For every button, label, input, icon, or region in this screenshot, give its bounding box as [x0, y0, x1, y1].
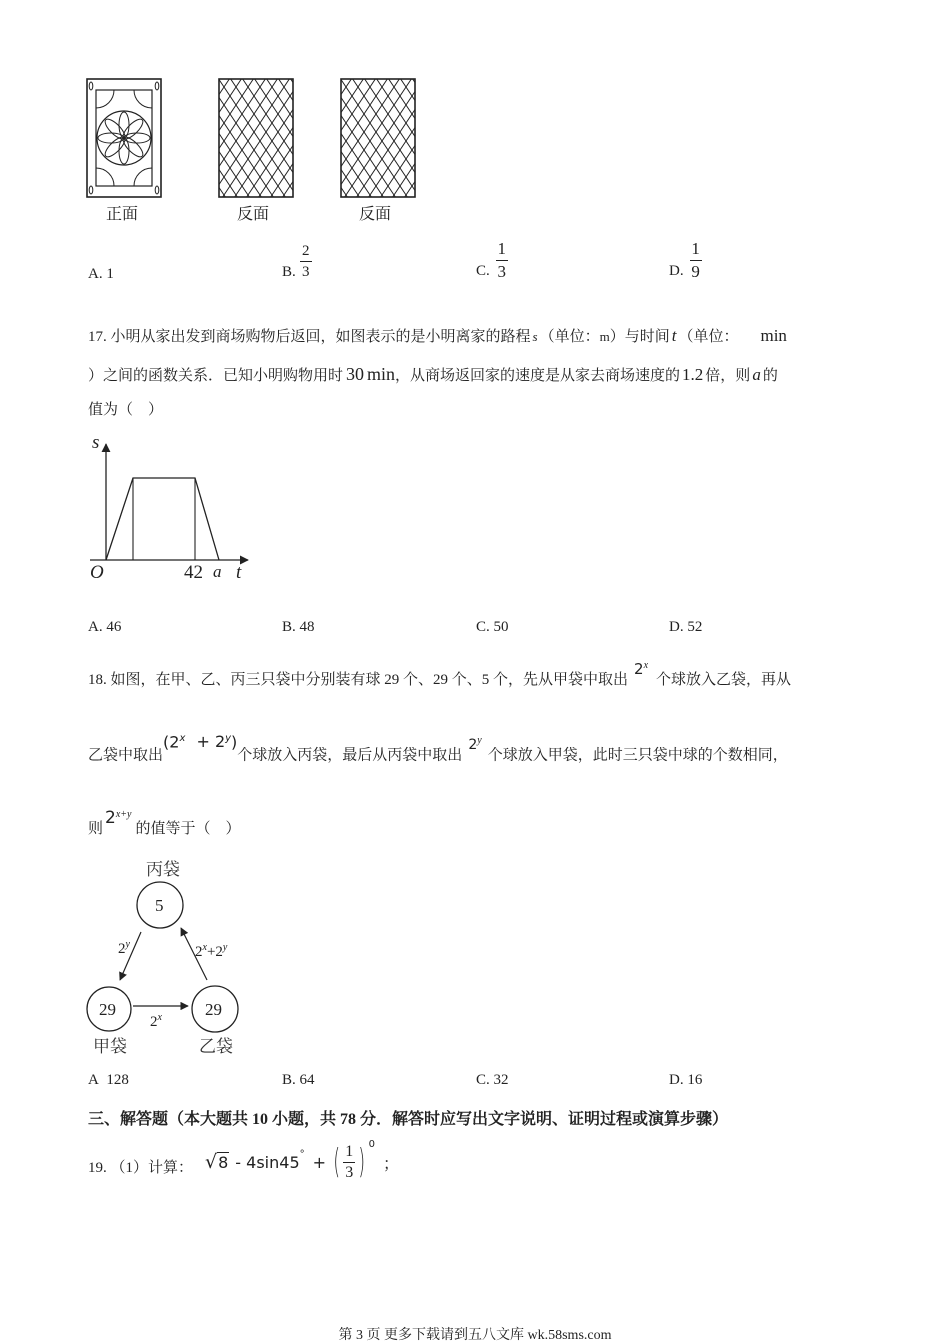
q18-text: 个球放入丙袋，最后从丙袋中取出: [237, 747, 463, 764]
option-value: 128: [106, 1072, 129, 1088]
power-zero: 0: [368, 1138, 375, 1150]
card-back-figure-2: [340, 78, 416, 198]
fraction-bar: [690, 260, 702, 261]
expr-exponent: y: [225, 733, 232, 744]
q18-text: 个球放入甲袋，此时三只袋中球的个数相同，: [487, 747, 788, 764]
expr-exponent: y: [477, 735, 482, 747]
denominator: 3: [497, 262, 507, 281]
q16-option-d[interactable]: [669, 240, 702, 281]
q17-text: ）之间的函数关系．已知小明购物用时: [88, 368, 344, 384]
sqrt-sign: √: [205, 1151, 218, 1173]
q17-text-line-2: [88, 364, 778, 386]
q18-text: 个球放入乙袋，再从: [656, 672, 792, 688]
q17-text: 的: [762, 368, 778, 384]
q18-option-d[interactable]: [669, 1072, 702, 1089]
q17-text: 倍，则: [705, 368, 751, 384]
q18-option-c[interactable]: [476, 1072, 509, 1089]
expr-open: (2: [163, 732, 180, 752]
y-axis-label: s: [92, 432, 100, 453]
option-letter: D.: [669, 619, 684, 635]
q17-option-d[interactable]: [669, 619, 702, 636]
q17-distance-time-graph: [80, 430, 260, 585]
q18-text-line-2: [88, 732, 788, 765]
arrow-label-bing-jia: 2$^y$: [118, 939, 130, 957]
option-value: 16: [687, 1072, 703, 1088]
fraction: [496, 240, 508, 281]
q17-text: （单位：: [678, 329, 739, 345]
q17-option-b[interactable]: [282, 619, 315, 636]
bag-bing-count: 5: [155, 896, 164, 915]
value-30: 30: [346, 364, 365, 384]
unit-m: m: [599, 329, 610, 344]
option-letter: B.: [282, 619, 296, 635]
bag-jia-label: 甲袋: [93, 1037, 127, 1057]
option-letter: A: [88, 1072, 99, 1088]
option-letter: B.: [282, 264, 296, 280]
denominator: 3: [302, 264, 310, 280]
value-1-2: 1.2: [682, 365, 704, 384]
q18-text-line-1: [88, 660, 792, 690]
fraction-bar: [496, 260, 508, 261]
q19-prefix: 19. （1）计算：: [88, 1160, 194, 1176]
arrow-label-yi-bing: $2^x+2^y$: [195, 942, 228, 960]
q17-text: ，从商场返回家的速度是从家去商场速度的: [395, 368, 681, 384]
numerator: 1: [691, 239, 700, 258]
bag-bing-label: 丙袋: [146, 860, 180, 880]
option-value: 52: [687, 619, 703, 635]
option-value: 64: [299, 1072, 315, 1088]
fraction: [300, 243, 312, 280]
expr-plus: + 2: [191, 732, 226, 752]
denominator: 9: [691, 262, 700, 281]
degree-sign: °: [299, 1148, 305, 1160]
option-letter: A.: [88, 619, 103, 635]
q17-text: 17. 小明从家出发到商场购物后返回，如图表示的是小明离家的路程: [88, 329, 531, 345]
sin-term: - 4sin45: [235, 1152, 300, 1172]
unit-min: min: [367, 364, 396, 384]
arrow-label-jia-yi: 2$^x$: [150, 1012, 162, 1030]
q16-option-b[interactable]: [282, 242, 312, 281]
expr-exponent: x+y: [115, 809, 132, 820]
q17-text-line-3: 值为（ ）: [88, 402, 164, 418]
q18-option-a[interactable]: [88, 1072, 129, 1089]
expr-close: ): [231, 732, 238, 752]
q16-option-c[interactable]: [476, 240, 508, 281]
tick-label-a: a: [213, 562, 222, 581]
plus-sign: +: [312, 1152, 327, 1172]
page-footer: 第 3 页 更多下载请到五八文库 wk.58sms.com: [338, 1328, 612, 1343]
card-label-back-2: 反面: [359, 206, 392, 223]
expr-exponent: x: [643, 660, 649, 671]
q18-text-line-3: [88, 808, 241, 839]
fraction-bar: [300, 261, 312, 262]
origin-label: O: [90, 562, 104, 583]
option-letter: C.: [476, 1072, 490, 1088]
q16-option-a[interactable]: [88, 266, 114, 283]
option-value: 1: [106, 266, 114, 282]
fraction: [343, 1144, 355, 1181]
card-label-front: 正面: [106, 206, 139, 223]
var-a: a: [752, 365, 761, 384]
option-value: 50: [493, 619, 509, 635]
option-value: 46: [106, 619, 122, 635]
right-paren: ): [358, 1142, 366, 1182]
q18-text: 则: [88, 821, 104, 837]
sqrt-argument: 8: [218, 1153, 229, 1172]
expr-base: 2: [634, 660, 644, 678]
expr-base: 2: [468, 737, 478, 754]
q19-expression: [205, 1138, 399, 1182]
bag-yi-label: 乙袋: [199, 1037, 233, 1057]
card-back-figure-1: [218, 78, 294, 198]
fraction: [690, 240, 702, 281]
q18-text: 乙袋中取出: [88, 747, 164, 764]
denominator: 3: [345, 1163, 354, 1181]
option-letter: C.: [476, 619, 490, 635]
option-letter: D.: [669, 1072, 684, 1088]
q18-bags-diagram: [80, 852, 260, 1062]
semicolon: ；: [382, 1155, 399, 1173]
left-paren: (: [333, 1142, 340, 1182]
numerator: 1: [497, 239, 507, 258]
expr-exponent: x: [179, 733, 186, 744]
expr-base: 2: [105, 808, 116, 828]
q17-text: ）与时间: [609, 329, 670, 345]
bag-jia-count: 29: [99, 1000, 116, 1019]
option-value: 48: [299, 619, 315, 635]
q18-text: 18. 如图，在甲、乙、丙三只袋中分别装有球 29 个、29 个、5 个，先从甲袋中取出: [88, 672, 629, 688]
tick-label-42: 42: [184, 562, 203, 583]
q17-text: （单位：: [539, 329, 600, 345]
var-s: s: [532, 329, 538, 344]
option-letter: B.: [282, 1072, 296, 1088]
bag-yi-count: 29: [205, 1000, 222, 1019]
numerator: 2: [302, 243, 310, 259]
q17-option-a[interactable]: [88, 619, 121, 636]
section-heading: 三、解答题（本大题共 10 小题，共 78 分．解答时应写出文字说明、证明过程或演算步骤）: [88, 1111, 729, 1128]
distance-polyline: [106, 478, 219, 560]
var-t: t: [671, 326, 677, 345]
option-letter: C.: [476, 263, 490, 279]
arrow-yi-to-bing: [181, 928, 207, 980]
option-letter: D.: [669, 263, 684, 279]
option-value: 32: [493, 1072, 509, 1088]
option-letter: A.: [88, 266, 103, 282]
card-label-back-1: 反面: [237, 206, 270, 223]
fraction-bar: [343, 1162, 355, 1163]
q17-option-c[interactable]: [476, 619, 509, 636]
q18-option-b[interactable]: [282, 1072, 315, 1089]
numerator: 1: [345, 1142, 354, 1160]
unit-min: min: [760, 326, 787, 345]
q17-text-line-1: [88, 326, 787, 347]
x-axis-label: t: [236, 562, 242, 583]
q18-text: 的值等于（ ）: [135, 821, 241, 837]
card-front-figure: [86, 78, 162, 198]
